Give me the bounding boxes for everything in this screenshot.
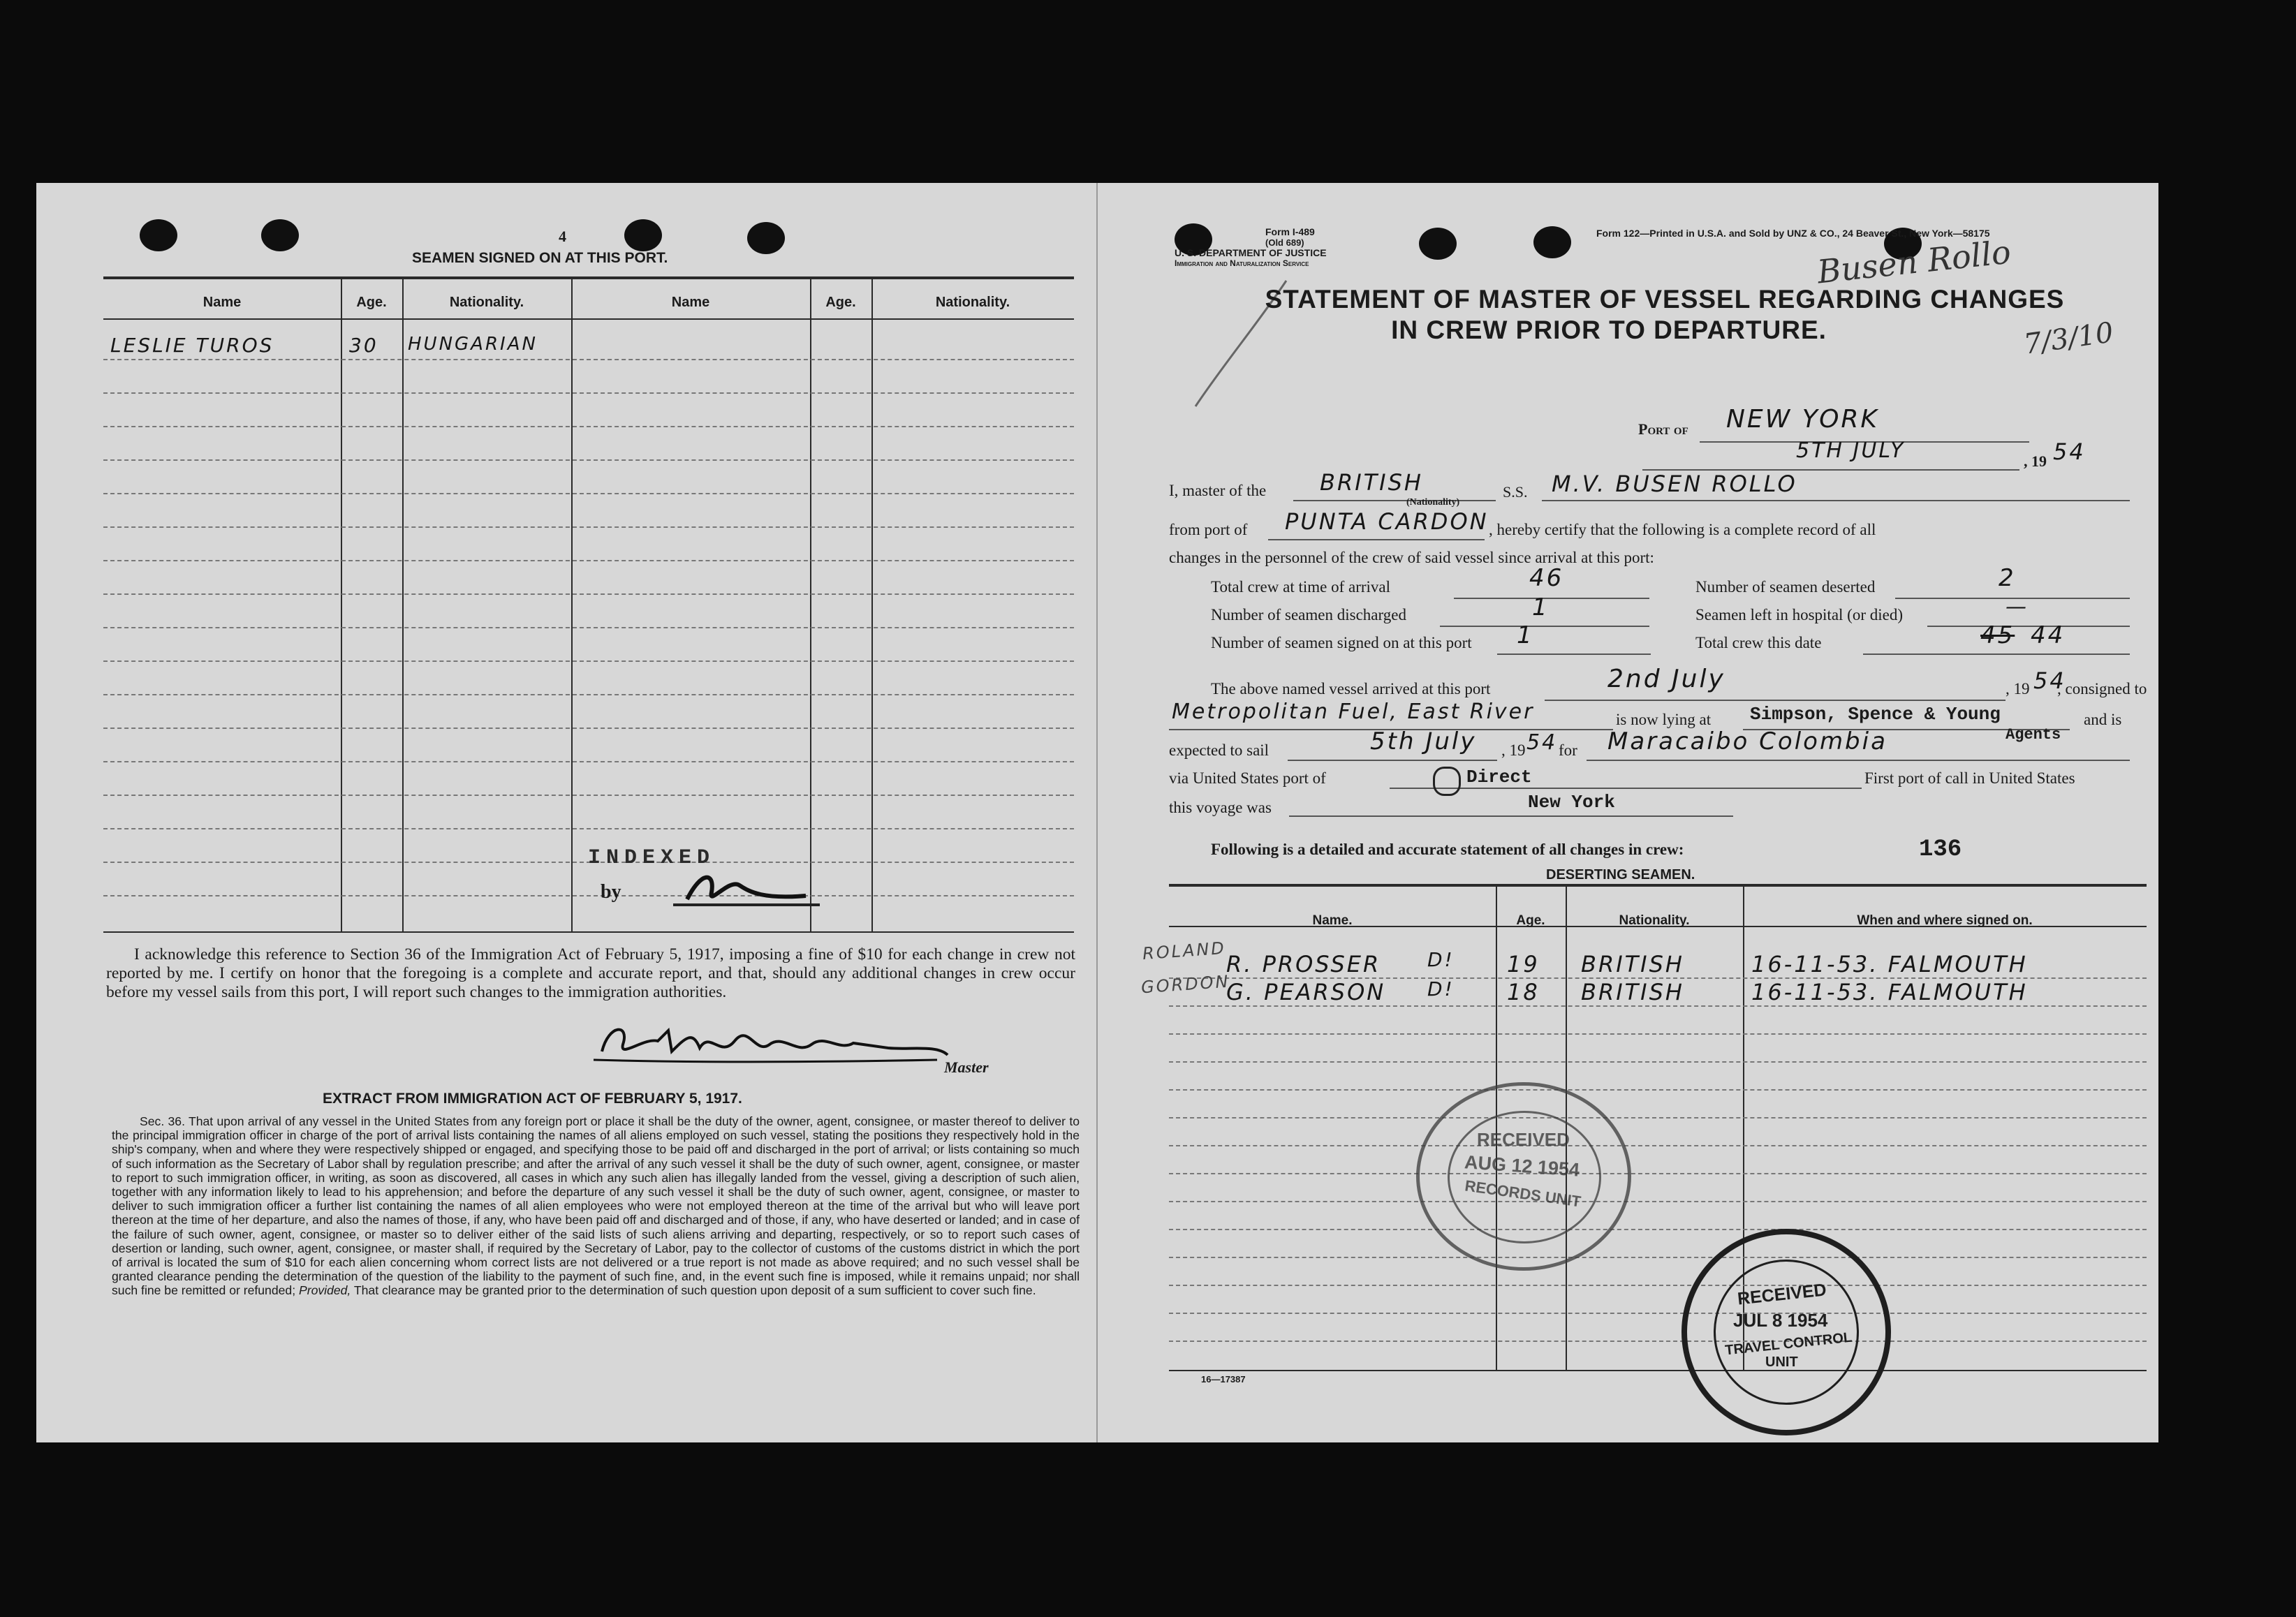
col-header-age: Age. bbox=[1516, 913, 1545, 928]
row-age: 19 bbox=[1507, 951, 1540, 977]
row-rule bbox=[103, 828, 1074, 829]
row-rule bbox=[1169, 1033, 2147, 1035]
discharged-label: Number of seamen discharged bbox=[1211, 606, 1406, 623]
stamp-travel-bottom: TRAVEL CONTROL bbox=[1724, 1329, 1853, 1359]
row-rule bbox=[1169, 1201, 2147, 1202]
row-rule bbox=[1169, 1005, 2147, 1007]
printer-line: Form 122—Printed in U.S.A. and Sold by UNZ & CO., 24 Beaver St., New York—58175 bbox=[1596, 228, 1990, 239]
row-signed-on: 16-11-53. FALMOUTH bbox=[1751, 951, 2028, 977]
entry-age: 30 bbox=[349, 334, 378, 357]
stamp-travel-top: RECEIVED bbox=[1736, 1280, 1827, 1309]
row-age: 18 bbox=[1507, 979, 1540, 1005]
row-signed-on: 16-11-53. FALMOUTH bbox=[1751, 979, 2028, 1005]
consigned-label: , consigned to bbox=[2057, 680, 2147, 697]
lying-label: is now lying at bbox=[1616, 711, 1712, 728]
deserted-value: 2 bbox=[1999, 564, 2016, 592]
and-is-label: and is bbox=[2084, 711, 2122, 728]
port-label: Port of bbox=[1638, 420, 1688, 438]
row-rule bbox=[103, 761, 1074, 762]
extract-body: That upon arrival of any vessel in the United States from any foreign port or place it shall be the duty of the owner, agent, consignee, or master thereof to deliver to the principal immigration officer in charge of the port of arrival lists containing the names of all aliens employed on such vessel, stating the positions they respectively hold in the ship's company, when and where they were respectively shipped or engaged, and specifying those to be paid off and discharged in the port of arrival; or lists containing so much of such information as the Secretary of Labor shall by regulation prescribe; and after the arrival of any such vessel it shall be the duty of such owner, agent, consignee, or master to report to such immigration officer, in writing, as soon as discovered, all cases in which any such alien has illegally landed from the vessel, giving a description of such alien, together with any information likely to lead to his apprehension; and before the departure of any such vessel it shall be the duty of such owner, agent, consignee, or master to deliver to such immigration officer a further list containing the names of all alien employees who were not employed thereon at the time of the arrival but who will leave port thereon at the time of her departure, and also the names of those, if any, who have been paid off and discharged and of those, if any, who have deserted or landed; and in case of the failure of such owner, agent, consignee, or master so to deliver either of the said lists of such aliens arriving and departing, respectively, or so to report such cases of desertion or landing, such owner, agent, consignee, or master shall, if required by the Secretary of Labor, pay to the collector of customs of the customs district in which the port of arrival is located the sum of $10 for each alien concerning whom correct lists are not delivered or a true report is not made as above required; and no such vessel shall be granted clearance pending the determination of the question of the liability to the payment of such fine, and, in the event such fine is imposed, while it remains unpaid; nor shall such fine be remitted or refunded; bbox=[112, 1114, 1080, 1298]
extract-provided: Provided, bbox=[298, 1283, 351, 1298]
row-rule bbox=[103, 459, 1074, 461]
form-title-line2: IN CREW PRIOR TO DEPARTURE. bbox=[1391, 316, 1827, 344]
row-mark: D! bbox=[1427, 977, 1455, 1001]
row-nationality: BRITISH bbox=[1581, 951, 1684, 977]
row-mark: D! bbox=[1427, 948, 1455, 971]
acknowledgment-text: I acknowledge this reference to Section 36 of the Immigration Act of February 5, 1917, imposing a fine of $10 for each change in crew not reported by me. I certify on honor that the foregoing is a complete and accurate report, and that, should any additional changes in crew occur before my vessel sails from this port, I will report such changes to the immigration authorities. bbox=[106, 945, 1075, 1001]
master-of-label: I, master of the bbox=[1169, 482, 1267, 499]
vessel-value: M.V. BUSEN ROLLO bbox=[1552, 471, 1797, 497]
row-rule bbox=[1169, 1061, 2147, 1063]
master-signature bbox=[588, 1017, 951, 1065]
stamp-records-top: RECEIVED bbox=[1477, 1129, 1570, 1150]
row-rule bbox=[103, 560, 1074, 561]
year-prefix: , 19 bbox=[2024, 452, 2047, 470]
nationality-value: BRITISH bbox=[1320, 469, 1423, 496]
total-date-struck: 45 bbox=[1980, 621, 2015, 649]
extract-end: That clearance may be granted prior to the determination of such question upon deposit of a sum sufficient to cover such fine. bbox=[353, 1283, 1036, 1298]
stamp-records-bottom: RECORDS UNIT bbox=[1464, 1176, 1582, 1211]
row-rule bbox=[1169, 1285, 2147, 1286]
row-rule bbox=[1169, 1257, 2147, 1258]
annotation-vessel: Busen Rollo bbox=[1815, 232, 2013, 291]
annotation-date: 7/3/10 bbox=[2022, 316, 2116, 361]
first-port-label: First port of call in United States bbox=[1864, 769, 2075, 787]
deserting-table-bottom-rule bbox=[1169, 1370, 2147, 1371]
punch-hole bbox=[1533, 226, 1571, 258]
form-old: (Old 689) bbox=[1265, 237, 1304, 248]
sail-label: expected to sail bbox=[1169, 741, 1270, 759]
this-voyage-value: New York bbox=[1528, 792, 1615, 813]
extract-text bbox=[112, 1114, 1080, 1298]
row-rule bbox=[1169, 1313, 2147, 1314]
row-rule bbox=[1169, 1089, 2147, 1091]
extract-section-label: Sec. 36. bbox=[140, 1114, 185, 1128]
indexed-by-initials bbox=[673, 871, 820, 906]
punch-hole bbox=[261, 219, 299, 251]
via-circle-mark bbox=[1433, 767, 1461, 796]
punch-hole bbox=[140, 219, 177, 251]
arrived-value: 2nd July bbox=[1607, 665, 1725, 693]
from-port-value: PUNTA CARDON bbox=[1285, 508, 1489, 535]
consignee-value: Metropolitan Fuel, East River bbox=[1172, 700, 1535, 724]
sail-year-value: 54 bbox=[1526, 730, 1558, 755]
for-label: for bbox=[1559, 741, 1577, 759]
entry-name: LESLIE TUROS bbox=[110, 334, 274, 357]
row-rule bbox=[103, 593, 1074, 595]
column-header-age-2: Age. bbox=[825, 295, 856, 310]
row-rule bbox=[103, 895, 1074, 896]
deserting-title: DESERTING SEAMEN. bbox=[1546, 867, 1695, 883]
right-page bbox=[1096, 183, 2158, 1442]
col-header-nationality: Nationality. bbox=[1619, 913, 1690, 928]
hospital-value: — bbox=[2006, 595, 2029, 619]
section-title: SEAMEN SIGNED ON AT THIS PORT. bbox=[412, 250, 668, 266]
column-header-nationality-2: Nationality. bbox=[935, 295, 1010, 310]
sail-year-prefix: , 19 bbox=[1501, 741, 1526, 759]
certify-text: , hereby certify that the following is a complete record of all bbox=[1489, 521, 1876, 538]
total-crew-value: 46 bbox=[1529, 564, 1564, 592]
table-bottom-rule bbox=[103, 931, 1074, 933]
column-header-nationality: Nationality. bbox=[449, 295, 524, 310]
service: Immigration and Naturalization Service bbox=[1175, 258, 1309, 268]
column-header-age: Age. bbox=[356, 295, 387, 310]
extract-title: EXTRACT FROM IMMIGRATION ACT OF FEBRUARY 5, 1917. bbox=[323, 1091, 742, 1107]
total-date-value: 44 bbox=[2031, 621, 2066, 649]
lying-value: Simpson, Spence & Young bbox=[1750, 704, 2001, 725]
hospital-label: Seamen left in hospital (or died) bbox=[1695, 606, 1904, 623]
column-header-name: Name bbox=[203, 295, 242, 310]
from-port-label: from port of bbox=[1169, 521, 1248, 538]
row-rule bbox=[1169, 1145, 2147, 1146]
stamp-records-date: AUG 12 1954 bbox=[1464, 1151, 1580, 1181]
form-label: Form I-489 bbox=[1265, 226, 1315, 237]
punch-hole bbox=[624, 219, 662, 251]
changes-text: changes in the personnel of the crew of said vessel since arrival at this port: bbox=[1169, 549, 1654, 566]
list-number: 136 bbox=[1919, 836, 1962, 863]
footer-code: 16—17387 bbox=[1201, 1374, 1246, 1385]
table-top-rule bbox=[103, 276, 1074, 279]
row-name: G. PEARSON bbox=[1226, 979, 1386, 1005]
received-stamp-records bbox=[1416, 1082, 1631, 1271]
row-rule bbox=[1169, 1341, 2147, 1342]
arrived-year-prefix: , 19 bbox=[2006, 680, 2030, 697]
punch-hole bbox=[1419, 228, 1457, 260]
col-header-name: Name. bbox=[1312, 913, 1353, 928]
port-value: NEW YORK bbox=[1726, 405, 1880, 434]
stamp-travel-bottom2: UNIT bbox=[1765, 1354, 1798, 1370]
row-rule bbox=[103, 526, 1074, 528]
agents-label: Agents bbox=[2006, 726, 2061, 744]
entry-nationality: HUNGARIAN bbox=[408, 334, 538, 355]
received-stamp-travel-control bbox=[1681, 1229, 1891, 1435]
column-header-name-2: Name bbox=[671, 295, 710, 310]
signed-on-label: Number of seamen signed on at this port bbox=[1211, 634, 1472, 651]
year-value: 54 bbox=[2053, 438, 2086, 465]
department: U. S. DEPARTMENT OF JUSTICE bbox=[1175, 247, 1327, 258]
indexed-stamp: INDEXED bbox=[588, 846, 716, 870]
row-rule bbox=[103, 493, 1074, 494]
row-rule bbox=[1169, 1173, 2147, 1174]
via-label: via United States port of bbox=[1169, 769, 1326, 787]
via-value: Direct bbox=[1466, 767, 1532, 788]
sail-value: 5th July bbox=[1370, 728, 1477, 755]
this-voyage-label: this voyage was bbox=[1169, 799, 1272, 816]
form-title-line1: STATEMENT OF MASTER OF VESSEL REGARDING CHANGES bbox=[1265, 285, 2065, 313]
nationality-caption: (Nationality) bbox=[1406, 497, 1460, 508]
page-number: 4 bbox=[559, 228, 566, 245]
row-rule bbox=[103, 426, 1074, 427]
row-rule bbox=[103, 359, 1074, 360]
ss-label: S.S. bbox=[1503, 483, 1528, 501]
table-header-rule bbox=[103, 318, 1074, 320]
row-rule bbox=[103, 728, 1074, 729]
discharged-value: 1 bbox=[1532, 593, 1550, 621]
punch-hole bbox=[747, 222, 785, 254]
total-date-label: Total crew this date bbox=[1695, 634, 1822, 651]
row-rule bbox=[1169, 1229, 2147, 1230]
row-rule bbox=[103, 694, 1074, 695]
row-name: R. PROSSER bbox=[1226, 951, 1381, 977]
deserted-label: Number of seamen deserted bbox=[1695, 578, 1876, 596]
signed-on-value: 1 bbox=[1517, 621, 1534, 649]
row-nationality: BRITISH bbox=[1581, 979, 1684, 1005]
row-rule bbox=[103, 627, 1074, 628]
deserting-table-top-rule bbox=[1169, 884, 2147, 887]
row-margin-note: GORDON bbox=[1140, 971, 1231, 998]
row-margin-note: ROLAND bbox=[1142, 938, 1227, 964]
date-value: 5TH JULY bbox=[1796, 438, 1906, 463]
col-header-signed-on: When and where signed on. bbox=[1857, 913, 2033, 928]
master-label: Master bbox=[944, 1058, 989, 1076]
arrived-label: The above named vessel arrived at this port bbox=[1211, 680, 1491, 697]
row-rule bbox=[103, 795, 1074, 796]
destination-value: Maracaibo Colombia bbox=[1607, 728, 1887, 755]
indexed-by-label: by bbox=[601, 881, 621, 903]
arrived-year-value: 54 bbox=[2033, 667, 2066, 694]
row-rule bbox=[103, 392, 1074, 394]
following-label: Following is a detailed and accurate statement of all changes in crew: bbox=[1211, 841, 1684, 858]
row-rule bbox=[1169, 1117, 2147, 1118]
stamp-travel-date: JUL 8 1954 bbox=[1733, 1310, 1828, 1331]
row-rule bbox=[103, 660, 1074, 662]
total-crew-label: Total crew at time of arrival bbox=[1211, 578, 1391, 596]
left-page bbox=[36, 183, 1096, 1442]
